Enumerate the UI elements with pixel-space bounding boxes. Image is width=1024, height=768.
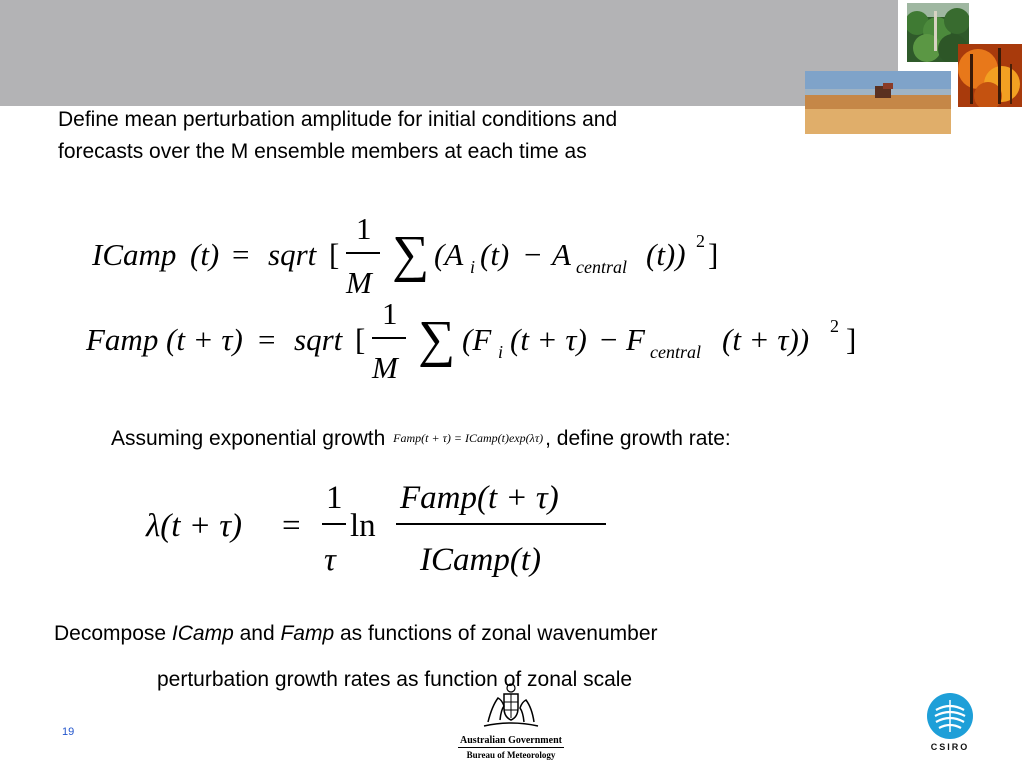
csiro-label: CSIRO: [930, 742, 970, 752]
eq2-equals: =: [258, 322, 276, 357]
eq1-body-1: (A: [434, 237, 464, 272]
bushfire-photo: [958, 44, 1022, 107]
eq2-sub-i: i: [498, 342, 504, 362]
famp-equation: [82, 290, 872, 385]
growth-rates-line: perturbation growth rates as function of zonal scale: [157, 668, 633, 691]
decompose-prefix: Decompose: [54, 622, 172, 645]
csiro-icon: [926, 692, 974, 740]
decompose-middle: and: [233, 622, 281, 645]
eq3-fraction-numerator: Famp(t + τ): [400, 480, 559, 516]
eq1-body-2: (t): [480, 237, 510, 272]
eq2-minus: −: [600, 322, 618, 357]
eq1-lhs-arg: (t): [190, 237, 220, 272]
eq1-equals: =: [232, 237, 250, 272]
eq2-sum: ∑: [418, 311, 456, 368]
intro-line-2: forecasts over the M ensemble members at each time as: [58, 140, 587, 163]
eq1-body-4: (t)): [646, 237, 686, 272]
eq3-fraction-denominator: ICamp(t): [420, 542, 541, 578]
eq1-open-bracket: [: [329, 237, 340, 272]
exponential-growth-formula: Famp(t + τ) = ICamp(t)exp(λτ): [393, 431, 544, 445]
eq3-equals: =: [282, 508, 301, 544]
eq3-numerator: 1: [326, 480, 343, 516]
eq1-sqrt: sqrt: [268, 237, 317, 272]
growth-rate-equation: [144, 472, 624, 582]
coat-of-arms-icon: [478, 682, 544, 730]
assumption-line: [111, 422, 731, 455]
header-banner: [0, 0, 898, 106]
eq2-body-2: (t + τ): [510, 322, 587, 357]
eq2-denominator: M: [372, 350, 398, 385]
eq1-sub-i: i: [470, 257, 476, 277]
eq2-body-3: F: [626, 322, 645, 357]
eq1-close-bracket: ]: [708, 237, 719, 272]
decompose-term-famp: Famp: [280, 622, 335, 645]
eq3-lhs: λ(t + τ): [146, 508, 243, 544]
eq1-superscript: 2: [696, 231, 705, 251]
eq2-sub-central: central: [650, 342, 701, 362]
eq1-sum: ∑: [392, 226, 430, 283]
eq1-denominator: M: [346, 265, 372, 300]
csiro-logo: [922, 692, 978, 756]
eq2-sqrt: sqrt: [294, 322, 343, 357]
decompose-term-icamp: ICamp: [171, 622, 234, 645]
eq1-sub-central: central: [576, 257, 627, 277]
australian-government-logo: [450, 682, 572, 766]
intro-text: [58, 104, 778, 168]
eq1-lhs: ICamp: [92, 237, 177, 272]
eq2-lhs-arg: (t + τ): [166, 322, 243, 357]
icamp-equation: [88, 205, 728, 300]
gov-line-1: Australian Government: [460, 735, 562, 746]
eq1-body-3: A: [552, 237, 571, 272]
eq2-numerator: 1: [382, 296, 398, 331]
eq2-close-bracket: ]: [846, 322, 857, 357]
assumption-suffix: , define growth rate:: [545, 427, 731, 450]
wheat-field-photo: [805, 71, 951, 134]
eq2-body-4: (t + τ)): [722, 322, 810, 357]
eq3-denominator: τ: [324, 542, 336, 578]
page-number: 19: [62, 726, 75, 738]
decompose-suffix: as functions of zonal wavenumber: [334, 622, 658, 645]
eq2-superscript: 2: [830, 316, 839, 336]
gov-line-2: Bureau of Meteorology: [466, 750, 556, 760]
eq2-open-bracket: [: [355, 322, 366, 357]
eq2-body-1: (F: [462, 322, 492, 357]
eq1-numerator: 1: [356, 211, 372, 246]
intro-line-1: Define mean perturbation amplitude for initial conditions and: [58, 108, 618, 131]
decompose-line: [54, 618, 658, 650]
eq1-minus: −: [524, 237, 542, 272]
eq2-lhs: Famp: [86, 322, 159, 357]
assumption-prefix: Assuming exponential growth: [111, 427, 386, 450]
eq3-ln: ln: [350, 508, 376, 544]
